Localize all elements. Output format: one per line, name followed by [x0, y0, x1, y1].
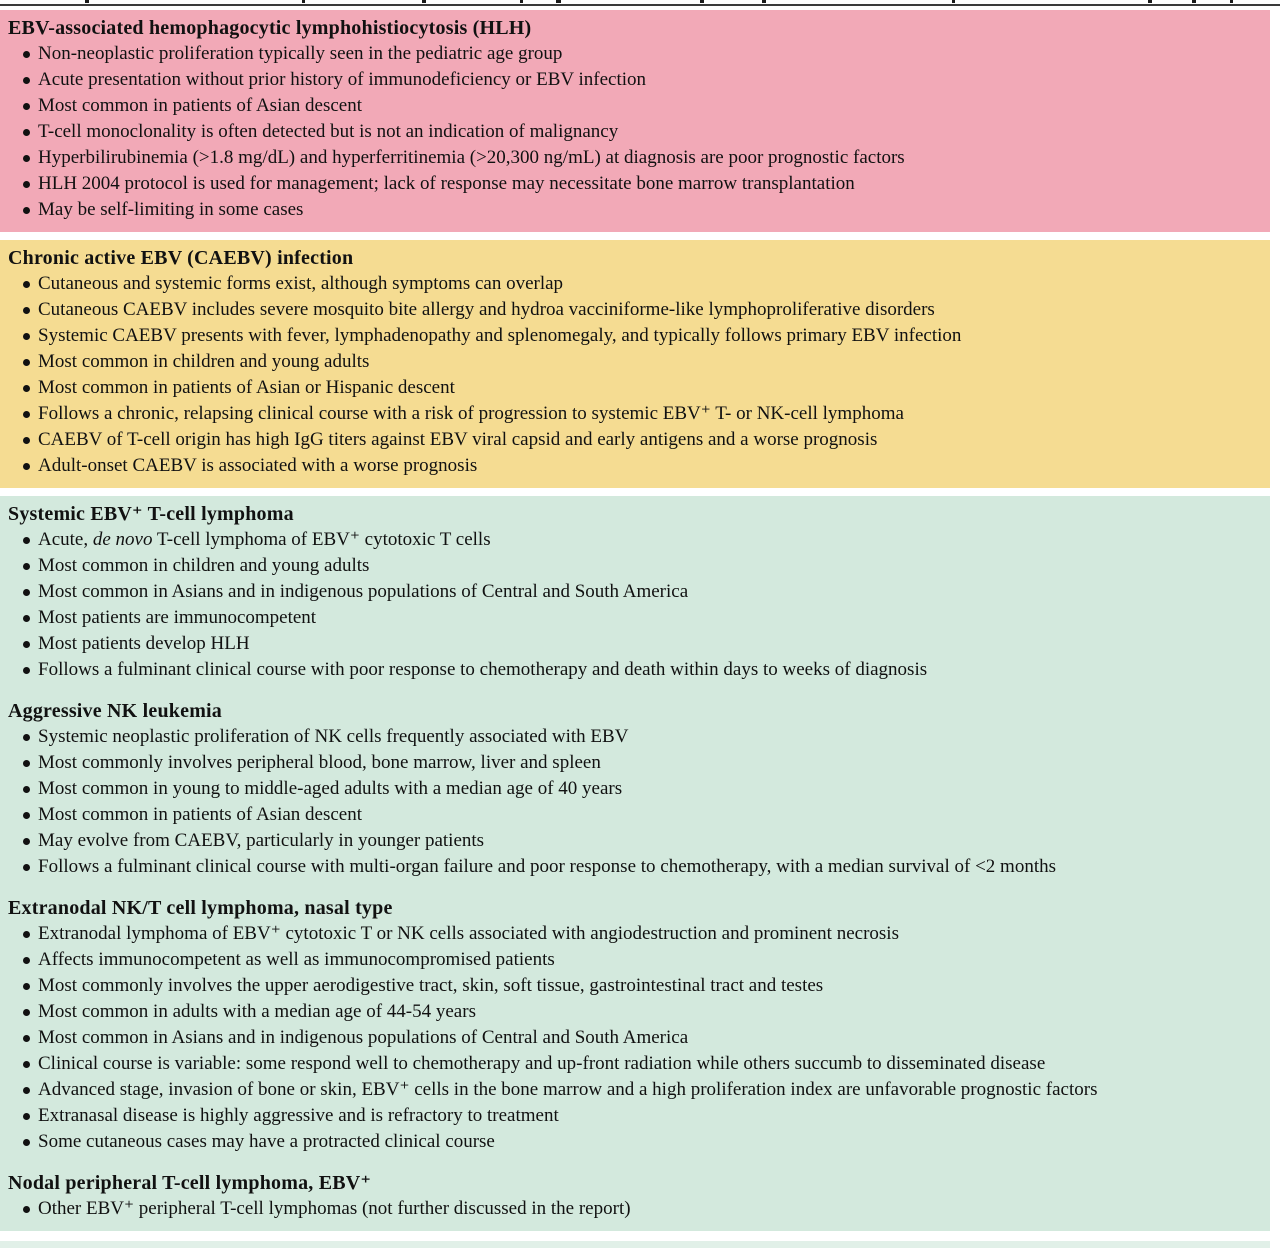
- disease-table: [0, 10, 1270, 1239]
- cropped-text-remnant: [700, 0, 704, 3]
- bullet-icon: [23, 812, 30, 819]
- bullet-item: [8, 553, 1260, 579]
- block-header: Systemic EBV⁺ T-cell lymphoma: [8, 503, 294, 525]
- bullet-icon: [23, 1087, 30, 1094]
- bullet-item: [8, 802, 1260, 828]
- section-ebv-hlh: [0, 10, 1270, 232]
- bullet-text: Cutaneous CAEBV includes severe mosquito bite allergy and hydroa vacciniforme-like lymphoproliferative disorders: [38, 299, 935, 320]
- bullet-item: [8, 67, 1260, 93]
- bullet-text: Follows a fulminant clinical course with poor response to chemotherapy and death within days to weeks of diagnosis: [38, 659, 928, 680]
- bullet-icon: [23, 359, 30, 366]
- bullet-icon: [23, 563, 30, 570]
- bullet-item: [8, 999, 1260, 1025]
- bullet-text: Follows a chronic, relapsing clinical course with a risk of progression to systemic EBV⁺ T- or NK-cell lymphoma: [38, 403, 904, 424]
- bullet-item: [8, 750, 1260, 776]
- bullet-item: [8, 375, 1260, 401]
- disease-block: [8, 1170, 1260, 1222]
- bullet-icon: [23, 307, 30, 314]
- bullet-icon: [23, 281, 30, 288]
- bullet-item: [8, 921, 1260, 947]
- bullet-text: HLH 2004 protocol is used for management; lack of response may necessitate bone marrow transplantation: [38, 173, 855, 194]
- bullet-icon: [23, 957, 30, 964]
- bullet-text: T-cell monoclonality is often detected but is not an indication of malignancy: [38, 121, 619, 142]
- bullet-text: Non-neoplastic proliferation typically seen in the pediatric age group: [38, 43, 563, 64]
- cropped-text-remnant: [1192, 0, 1196, 3]
- bullet-text: Most commonly involves peripheral blood, bone marrow, liver and spleen: [38, 752, 601, 773]
- bullet-icon: [23, 667, 30, 674]
- bullet-item: [8, 323, 1260, 349]
- bullet-item: [8, 41, 1260, 67]
- bullet-text: May evolve from CAEBV, particularly in younger patients: [38, 830, 485, 851]
- bullet-text: Affects immunocompetent as well as immunocompromised patients: [38, 949, 555, 970]
- cropped-text-remnant: [952, 0, 955, 3]
- bullet-text: Most common in adults with a median age of 44-54 years: [38, 1001, 476, 1022]
- bullet-text: Clinical course is variable: some respond well to chemotherapy and up-front radiation while others succumb to disseminated disease: [38, 1053, 1046, 1074]
- bullet-icon: [23, 385, 30, 392]
- bullet-icon: [23, 155, 30, 162]
- bottom-edge-strip: [0, 1241, 1270, 1248]
- bullet-text: Adult-onset CAEBV is associated with a worse prognosis: [38, 455, 478, 476]
- cropped-text-remnant: [1148, 0, 1152, 3]
- bullet-item: [8, 724, 1260, 750]
- bullet-item: [8, 947, 1260, 973]
- bullet-text: Extranodal lymphoma of EBV⁺ cytotoxic T or NK cells associated with angiodestruction and prominent necrosis: [38, 923, 899, 944]
- block-header: Nodal peripheral T-cell lymphoma, EBV⁺: [8, 1172, 372, 1194]
- bullet-text: Extranasal disease is highly aggressive and is refractory to treatment: [38, 1105, 559, 1126]
- bullet-text: Most commonly involves the upper aerodigestive tract, skin, soft tissue, gastrointestinal tract and testes: [38, 975, 824, 996]
- bullet-icon: [23, 734, 30, 741]
- cropped-text-remnant: [520, 0, 523, 3]
- bullet-icon: [23, 615, 30, 622]
- bullet-icon: [23, 181, 30, 188]
- bullet-icon: [23, 537, 30, 544]
- bullet-icon: [23, 931, 30, 938]
- disease-block: [8, 15, 1260, 223]
- bullet-item: [8, 197, 1260, 223]
- bullet-text: Most common in Asians and in indigenous populations of Central and South America: [38, 581, 689, 602]
- block-header: Chronic active EBV (CAEBV) infection: [8, 247, 354, 269]
- bullet-icon: [23, 333, 30, 340]
- bullet-text: Systemic neoplastic proliferation of NK cells frequently associated with EBV: [38, 726, 629, 747]
- disease-block: [8, 895, 1260, 1155]
- bullet-text: Most common in Asians and in indigenous populations of Central and South America: [38, 1027, 689, 1048]
- bullet-icon: [23, 1009, 30, 1016]
- bullet-icon: [23, 589, 30, 596]
- bullet-text: Follows a fulminant clinical course with multi-organ failure and poor response to chemotherapy, with a median survival of <2 months: [38, 856, 1057, 877]
- bullet-icon: [23, 463, 30, 470]
- bullet-icon: [23, 411, 30, 418]
- bullet-icon: [23, 129, 30, 136]
- section-caebv: [0, 240, 1270, 488]
- bullet-item: [8, 1077, 1260, 1103]
- bullet-icon: [23, 864, 30, 871]
- bullet-item: [8, 349, 1260, 375]
- disease-block: [8, 698, 1260, 880]
- bullet-text: Most patients are immunocompetent: [38, 607, 317, 628]
- bullet-item: [8, 1196, 1260, 1222]
- bullet-item: [8, 401, 1260, 427]
- bullet-text: Most common in patients of Asian or Hispanic descent: [38, 377, 455, 398]
- bullet-icon: [23, 77, 30, 84]
- bullet-icon: [23, 1061, 30, 1068]
- bullet-icon: [23, 1139, 30, 1146]
- top-border-rule: [0, 4, 1280, 6]
- bullet-icon: [23, 983, 30, 990]
- bullet-icon: [23, 51, 30, 58]
- bullet-text: Acute, de novo T-cell lymphoma of EBV⁺ cytotoxic T cells: [38, 529, 491, 550]
- bullet-text: May be self-limiting in some cases: [38, 199, 304, 220]
- cropped-text-remnant: [556, 0, 561, 3]
- cropped-text-remnant: [302, 0, 305, 3]
- bullet-text: Most common in patients of Asian descent: [38, 95, 363, 116]
- bullet-item: [8, 1025, 1260, 1051]
- bullet-item: [8, 1103, 1260, 1129]
- bullet-item: [8, 854, 1260, 880]
- bullet-item: [8, 171, 1260, 197]
- disease-block: [8, 501, 1260, 683]
- bullet-icon: [23, 838, 30, 845]
- bullet-item: [8, 527, 1260, 553]
- bullet-text: Cutaneous and systemic forms exist, although symptoms can overlap: [38, 273, 564, 294]
- bullet-item: [8, 93, 1260, 119]
- bullet-icon: [23, 1206, 30, 1213]
- bullet-icon: [23, 1035, 30, 1042]
- bullet-item: [8, 973, 1260, 999]
- bullet-icon: [23, 207, 30, 214]
- bullet-icon: [23, 760, 30, 767]
- bullet-icon: [23, 1113, 30, 1120]
- bullet-text: Most common in children and young adults: [38, 555, 370, 576]
- bullet-icon: [23, 641, 30, 648]
- bullet-item: [8, 579, 1260, 605]
- bullet-text: CAEBV of T-cell origin has high IgG titers against EBV viral capsid and early antigens and a worse prognosis: [38, 429, 878, 450]
- section-ebv-neoplasms: [0, 496, 1270, 1231]
- bullet-text: Most patients develop HLH: [38, 633, 250, 654]
- bullet-text: Some cutaneous cases may have a protracted clinical course: [38, 1131, 495, 1152]
- bullet-item: [8, 1051, 1260, 1077]
- block-header: Aggressive NK leukemia: [8, 700, 223, 722]
- bullet-text: Most common in children and young adults: [38, 351, 370, 372]
- bullet-icon: [23, 786, 30, 793]
- bullet-item: [8, 119, 1260, 145]
- bullet-text: Other EBV⁺ peripheral T-cell lymphomas (not further discussed in the report): [38, 1198, 631, 1219]
- cropped-text-remnant: [1230, 0, 1233, 3]
- bullet-text: Hyperbilirubinemia (>1.8 mg/dL) and hyperferritinemia (>20,300 ng/mL) at diagnosis are poor prognostic factors: [38, 147, 905, 168]
- bullet-text: Most common in patients of Asian descent: [38, 804, 363, 825]
- bullet-item: [8, 828, 1260, 854]
- bullet-text: Acute presentation without prior history of immunodeficiency or EBV infection: [38, 69, 647, 90]
- bullet-item: [8, 271, 1260, 297]
- bullet-text: Advanced stage, invasion of bone or skin, EBV⁺ cells in the bone marrow and a high proliferation index are unfavorable prognostic factors: [38, 1079, 1098, 1100]
- cropped-text-remnant: [762, 0, 766, 3]
- bullet-item: [8, 776, 1260, 802]
- bullet-item: [8, 145, 1260, 171]
- block-header: Extranodal NK/T cell lymphoma, nasal type: [8, 897, 393, 919]
- cropped-text-remnant: [85, 0, 89, 3]
- bullet-item: [8, 427, 1260, 453]
- bullet-icon: [23, 103, 30, 110]
- bullet-text: Systemic CAEBV presents with fever, lymphadenopathy and splenomegaly, and typically follows primary EBV infection: [38, 325, 962, 346]
- bullet-item: [8, 1129, 1260, 1155]
- bullet-item: [8, 297, 1260, 323]
- bullet-item: [8, 453, 1260, 479]
- bullet-icon: [23, 437, 30, 444]
- bullet-item: [8, 605, 1260, 631]
- disease-block: [8, 245, 1260, 479]
- bullet-item: [8, 657, 1260, 683]
- bullet-item: [8, 631, 1260, 657]
- block-header: EBV-associated hemophagocytic lymphohistiocytosis (HLH): [8, 17, 532, 39]
- cropped-text-remnant: [422, 0, 426, 3]
- bullet-text: Most common in young to middle-aged adults with a median age of 40 years: [38, 778, 623, 799]
